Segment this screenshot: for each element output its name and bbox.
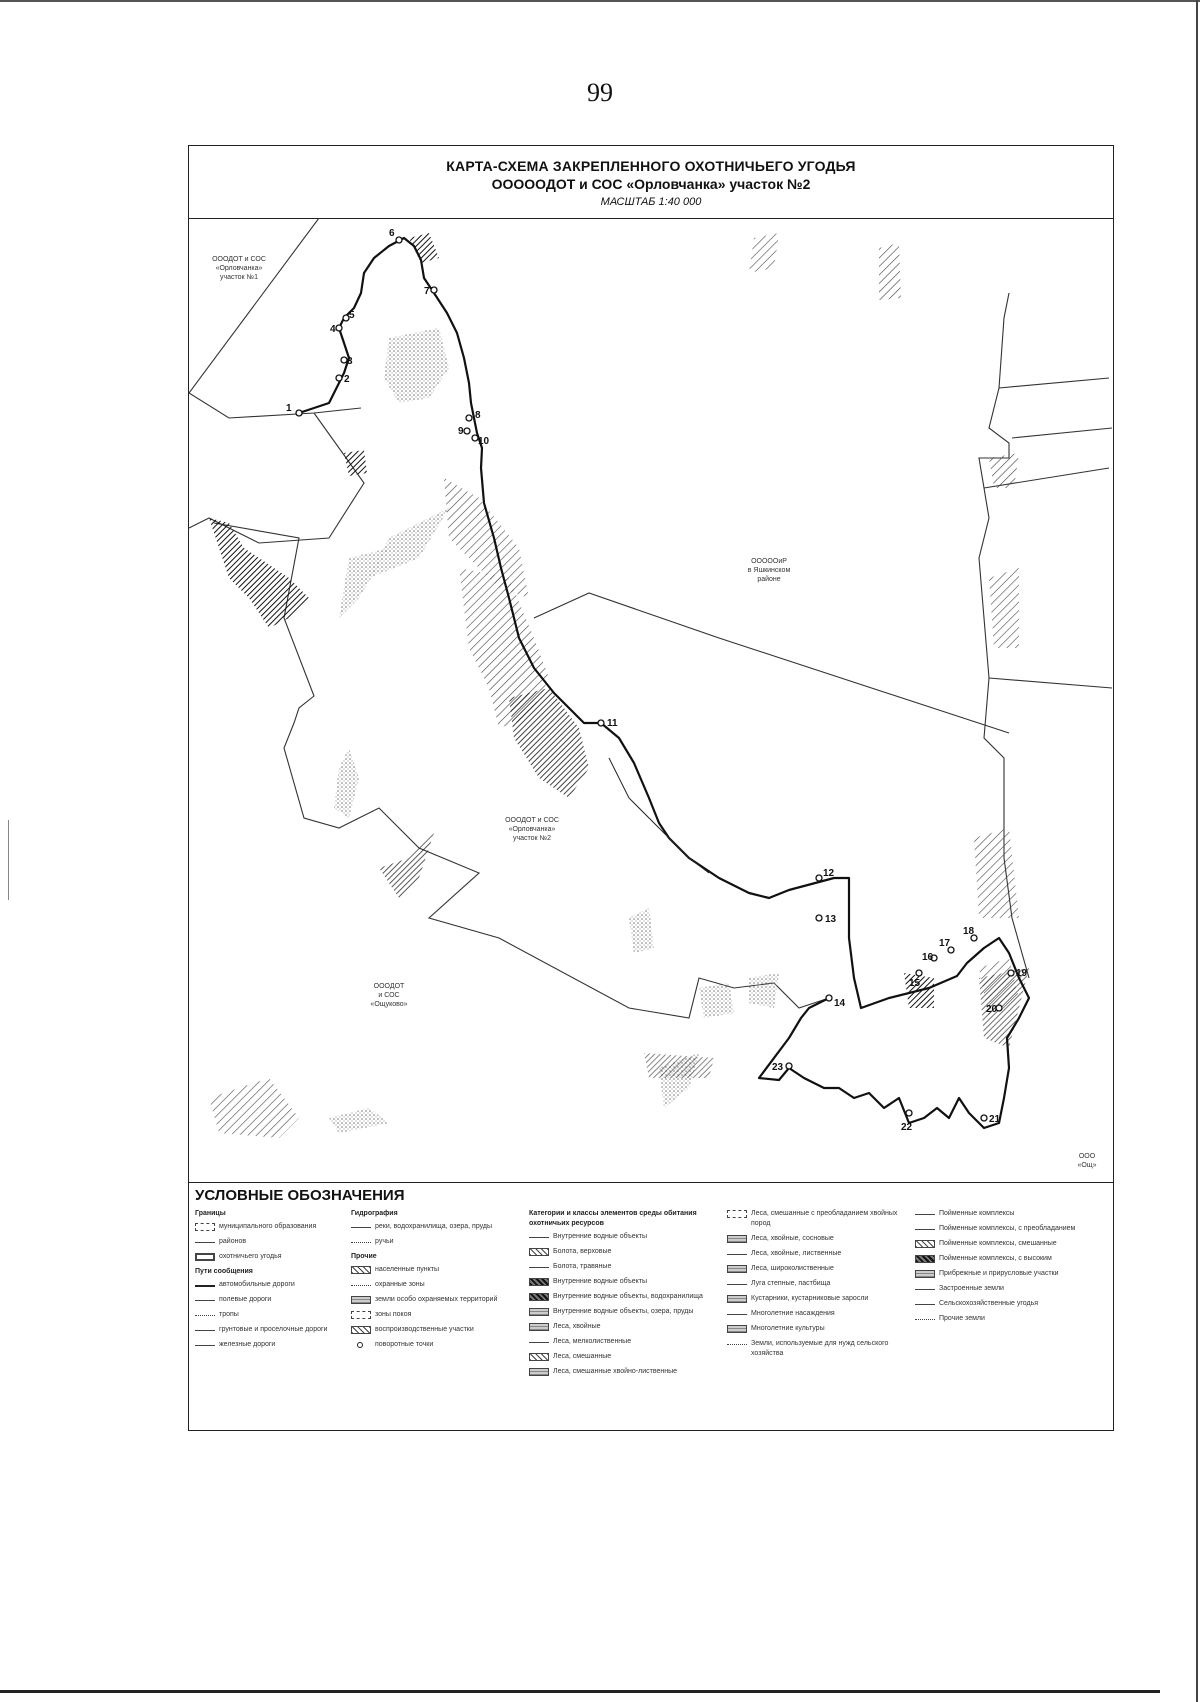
legend-text: поворотные точки [375, 1341, 434, 1348]
south-area-label: «Ощуково» [370, 1001, 408, 1008]
legend-swatch [727, 1265, 747, 1273]
legend-text: Внутренние водные объекты, водохранилища [553, 1293, 703, 1300]
legend-swatch [915, 1289, 935, 1290]
main-area-label: ОООДОТ и СОС [505, 817, 559, 824]
legend-text: Леса, хвойные, лиственные [751, 1250, 842, 1257]
legend-text: автомобильные дороги [219, 1281, 295, 1288]
legend-swatch [351, 1227, 371, 1228]
legend-item [351, 1340, 521, 1350]
legend-swatch [727, 1325, 747, 1333]
legend-swatch [727, 1254, 747, 1255]
legend-text: населенные пункты [375, 1266, 440, 1273]
point-label: 10 [478, 436, 490, 447]
main-area-label: участок №2 [513, 835, 551, 842]
east-area-label: районе [757, 576, 781, 583]
corner-area-label: «Ощ» [1077, 1162, 1097, 1169]
page-number: 99 [587, 78, 613, 107]
map-sheet [188, 145, 1114, 1431]
legend-item [727, 1279, 907, 1289]
point-label: 14 [834, 998, 846, 1009]
point-label: 19 [1016, 968, 1028, 979]
legend-heading: Пути сообщения [195, 1268, 253, 1275]
legend-text: Луга степные, пастбища [751, 1280, 831, 1287]
legend-swatch [529, 1308, 549, 1316]
point-label: 4 [330, 324, 336, 335]
legend-item [351, 1222, 521, 1232]
legend-text: Леса, мелколиственные [553, 1338, 632, 1345]
legend-swatch [727, 1314, 747, 1315]
point-label: 11 [607, 718, 618, 729]
legend-item [195, 1340, 345, 1350]
legend-title: УСЛОВНЫЕ ОБОЗНАЧЕНИЯ [195, 1187, 405, 1204]
legend-text: Пойменные комплексы, смешанные [939, 1240, 1057, 1247]
legend-text: земли особо охраняемых территорий [375, 1296, 498, 1303]
legend-item [351, 1237, 521, 1247]
point-label: 12 [823, 868, 835, 879]
legend-item [195, 1310, 345, 1320]
legend-heading: Границы [195, 1210, 226, 1217]
legend-item [915, 1314, 1105, 1324]
south-area-label: ОООДОТ [373, 983, 405, 990]
legend-text: Земли, используемые для нужд сельского хозяйства [751, 1340, 889, 1357]
legend-item [195, 1222, 345, 1232]
scan-edge-left-mark [8, 820, 9, 900]
legend-swatch [915, 1319, 935, 1320]
legend-item [351, 1280, 521, 1290]
legend-item [529, 1367, 719, 1377]
east-area-label: ОООООиР [751, 558, 787, 565]
legend-text: Леса, широколиственные [751, 1265, 834, 1272]
legend-text: Болота, травяные [553, 1263, 612, 1270]
district-boundaries [189, 218, 1112, 1018]
area-labels [212, 256, 1097, 1169]
legend-text: тропы [219, 1311, 239, 1318]
legend-item [915, 1284, 1105, 1294]
legend-item [195, 1280, 345, 1290]
legend-swatch [727, 1210, 747, 1218]
legend-text: Внутренние водные объекты [553, 1278, 648, 1285]
legend-swatch [727, 1295, 747, 1303]
point-label: 21 [989, 1114, 1001, 1125]
legend-item [529, 1262, 719, 1272]
legend-swatch [915, 1229, 935, 1230]
legend-item [529, 1292, 719, 1302]
legend-item [915, 1254, 1105, 1264]
legend [189, 1182, 1113, 1431]
legend-swatch [529, 1353, 549, 1361]
point-label: 9 [458, 426, 464, 437]
legend-heading: Прочие [351, 1253, 377, 1260]
legend-text: Леса, хвойные, сосновые [751, 1235, 834, 1242]
legend-text: Прочие земли [939, 1315, 985, 1322]
legend-swatch [727, 1235, 747, 1243]
legend-item [727, 1249, 907, 1259]
legend-text: зоны покоя [375, 1311, 412, 1318]
legend-text: ручьи [375, 1238, 394, 1245]
legend-text: воспроизводственные участки [375, 1326, 474, 1333]
point-label: 7 [424, 286, 430, 297]
legend-swatch [529, 1293, 549, 1301]
legend-item [351, 1310, 521, 1320]
legend-swatch [915, 1270, 935, 1278]
legend-text: Многолетние культуры [751, 1325, 825, 1332]
point-label: 18 [963, 926, 975, 937]
legend-text: Леса, смешанные с преобладанием хвойных пород [751, 1210, 898, 1227]
legend-item [727, 1264, 907, 1274]
legend-text: Прибрежные и прирусловые участки [939, 1270, 1059, 1277]
point-label: 17 [939, 938, 951, 949]
legend-swatch [727, 1344, 747, 1345]
legend-swatch [195, 1330, 215, 1331]
legend-item [529, 1352, 719, 1362]
legend-swatch [195, 1300, 215, 1301]
legend-item [195, 1325, 345, 1335]
legend-item [195, 1237, 345, 1247]
legend-column-forest [727, 1209, 907, 1364]
legend-swatch [529, 1237, 549, 1238]
point-label: 2 [344, 374, 350, 385]
legend-swatch [351, 1311, 371, 1319]
legend-item [915, 1209, 1105, 1219]
legend-text: Внутренние водные объекты [553, 1233, 648, 1240]
legend-swatch [351, 1266, 371, 1274]
river [609, 758, 709, 873]
south-area-label: и СОС [378, 992, 400, 999]
point-label: 1 [286, 403, 292, 414]
scan-edge-top [0, 0, 1200, 2]
legend-item [529, 1307, 719, 1317]
legend-text: Пойменные комплексы, с высоким [939, 1255, 1052, 1262]
legend-swatch [915, 1255, 935, 1263]
legend-item [529, 1322, 719, 1332]
map-title-block [189, 146, 1113, 219]
legend-item [727, 1309, 907, 1319]
map-subtitle: ОООООДОТ и СОС «Орловчанка» участок №2 [491, 176, 811, 192]
point-label: 16 [922, 952, 934, 963]
legend-item [351, 1325, 521, 1335]
legend-swatch [529, 1323, 549, 1331]
east-area-label: в Яшкинском [747, 567, 791, 574]
legend-swatch [195, 1242, 215, 1243]
legend-text: Болота, верховые [553, 1248, 612, 1255]
legend-swatch [195, 1223, 215, 1231]
map-area [189, 218, 1112, 1182]
legend-swatch [195, 1345, 215, 1346]
legend-text: Многолетние насаждения [751, 1310, 835, 1317]
legend-item [351, 1295, 521, 1305]
legend-text: реки, водохранилища, озера, пруды [375, 1223, 493, 1230]
legend-swatch [351, 1341, 371, 1349]
legend-text: охотничьего угодья [219, 1253, 282, 1260]
point-label: 13 [825, 914, 837, 925]
legend-swatch [351, 1285, 371, 1286]
legend-item [727, 1339, 907, 1359]
legend-swatch [915, 1214, 935, 1215]
legend-text: грунтовые и проселочные дороги [219, 1326, 328, 1333]
legend-column-hydrography [351, 1209, 521, 1355]
scan-edge-right [1196, 0, 1198, 1702]
legend-item [915, 1299, 1105, 1309]
neighbor-area-label: ОООДОТ и СОС [212, 256, 266, 263]
point-label: 5 [349, 310, 355, 321]
neighbor-area-label: участок №1 [220, 274, 258, 281]
legend-text: Застроенные земли [939, 1285, 1004, 1292]
legend-item [351, 1265, 521, 1275]
legend-column-floodplain [915, 1209, 1105, 1329]
legend-swatch [351, 1296, 371, 1304]
legend-swatch [529, 1278, 549, 1286]
legend-text: Кустарники, кустарниковые заросли [751, 1295, 869, 1302]
legend-item [195, 1295, 345, 1305]
legend-item [529, 1277, 719, 1287]
legend-column-habitat [529, 1209, 719, 1382]
legend-heading: Гидрография [351, 1210, 398, 1217]
legend-text: Пойменные комплексы, с преобладанием [939, 1225, 1076, 1232]
legend-swatch [727, 1284, 747, 1285]
point-label: 22 [901, 1122, 913, 1133]
legend-swatch [915, 1304, 935, 1305]
legend-item [915, 1239, 1105, 1249]
legend-text: Леса, хвойные [553, 1323, 601, 1330]
legend-swatch [915, 1240, 935, 1248]
legend-swatch [195, 1253, 215, 1261]
point-label: 20 [986, 1004, 998, 1015]
legend-item [727, 1294, 907, 1304]
neighbor-area-label: «Орловчанка» [215, 265, 263, 272]
legend-text: охранные зоны [375, 1281, 425, 1288]
map-scale: МАСШТАБ 1:40 000 [600, 196, 702, 208]
legend-heading: Категории и классы элементов среды обитания охотничьих ресурсов [529, 1210, 697, 1227]
point-label: 8 [475, 410, 481, 421]
legend-item [915, 1224, 1105, 1234]
point-label: 6 [389, 228, 395, 239]
legend-item [195, 1252, 345, 1262]
legend-item [529, 1232, 719, 1242]
point-label: 3 [347, 356, 353, 367]
legend-item [727, 1324, 907, 1334]
legend-swatch [351, 1242, 371, 1243]
legend-text: Леса, смешанные хвойно-лиственные [553, 1368, 678, 1375]
scan-edge-bottom [0, 1690, 1160, 1693]
legend-swatch [195, 1315, 215, 1316]
legend-text: Леса, смешанные [553, 1353, 612, 1360]
legend-text: Внутренние водные объекты, озера, пруды [553, 1308, 694, 1315]
legend-column-boundaries [195, 1209, 345, 1355]
legend-text: Пойменные комплексы [939, 1210, 1015, 1217]
legend-item [529, 1247, 719, 1257]
legend-text: полевые дороги [219, 1296, 272, 1303]
legend-text: железные дороги [219, 1341, 276, 1348]
legend-text: Сельскохозяйственные угодья [939, 1300, 1039, 1307]
point-label: 15 [909, 978, 921, 989]
legend-item [529, 1337, 719, 1347]
legend-swatch [529, 1248, 549, 1256]
point-label: 23 [772, 1062, 784, 1073]
legend-item [727, 1234, 907, 1244]
main-area-label: «Орловчанка» [508, 826, 556, 833]
legend-text: муниципального образования [219, 1223, 317, 1230]
legend-swatch [195, 1285, 215, 1287]
legend-text: районов [219, 1238, 247, 1245]
legend-swatch [529, 1342, 549, 1343]
corner-area-label: ООО [1078, 1153, 1096, 1160]
legend-item [727, 1209, 907, 1229]
legend-swatch [529, 1368, 549, 1376]
legend-swatch [529, 1267, 549, 1268]
legend-item [915, 1269, 1105, 1279]
legend-swatch [351, 1326, 371, 1334]
map-title: КАРТА-СХЕМА ЗАКРЕПЛЕННОГО ОХОТНИЧЬЕГО УГОДЬЯ [446, 158, 856, 174]
